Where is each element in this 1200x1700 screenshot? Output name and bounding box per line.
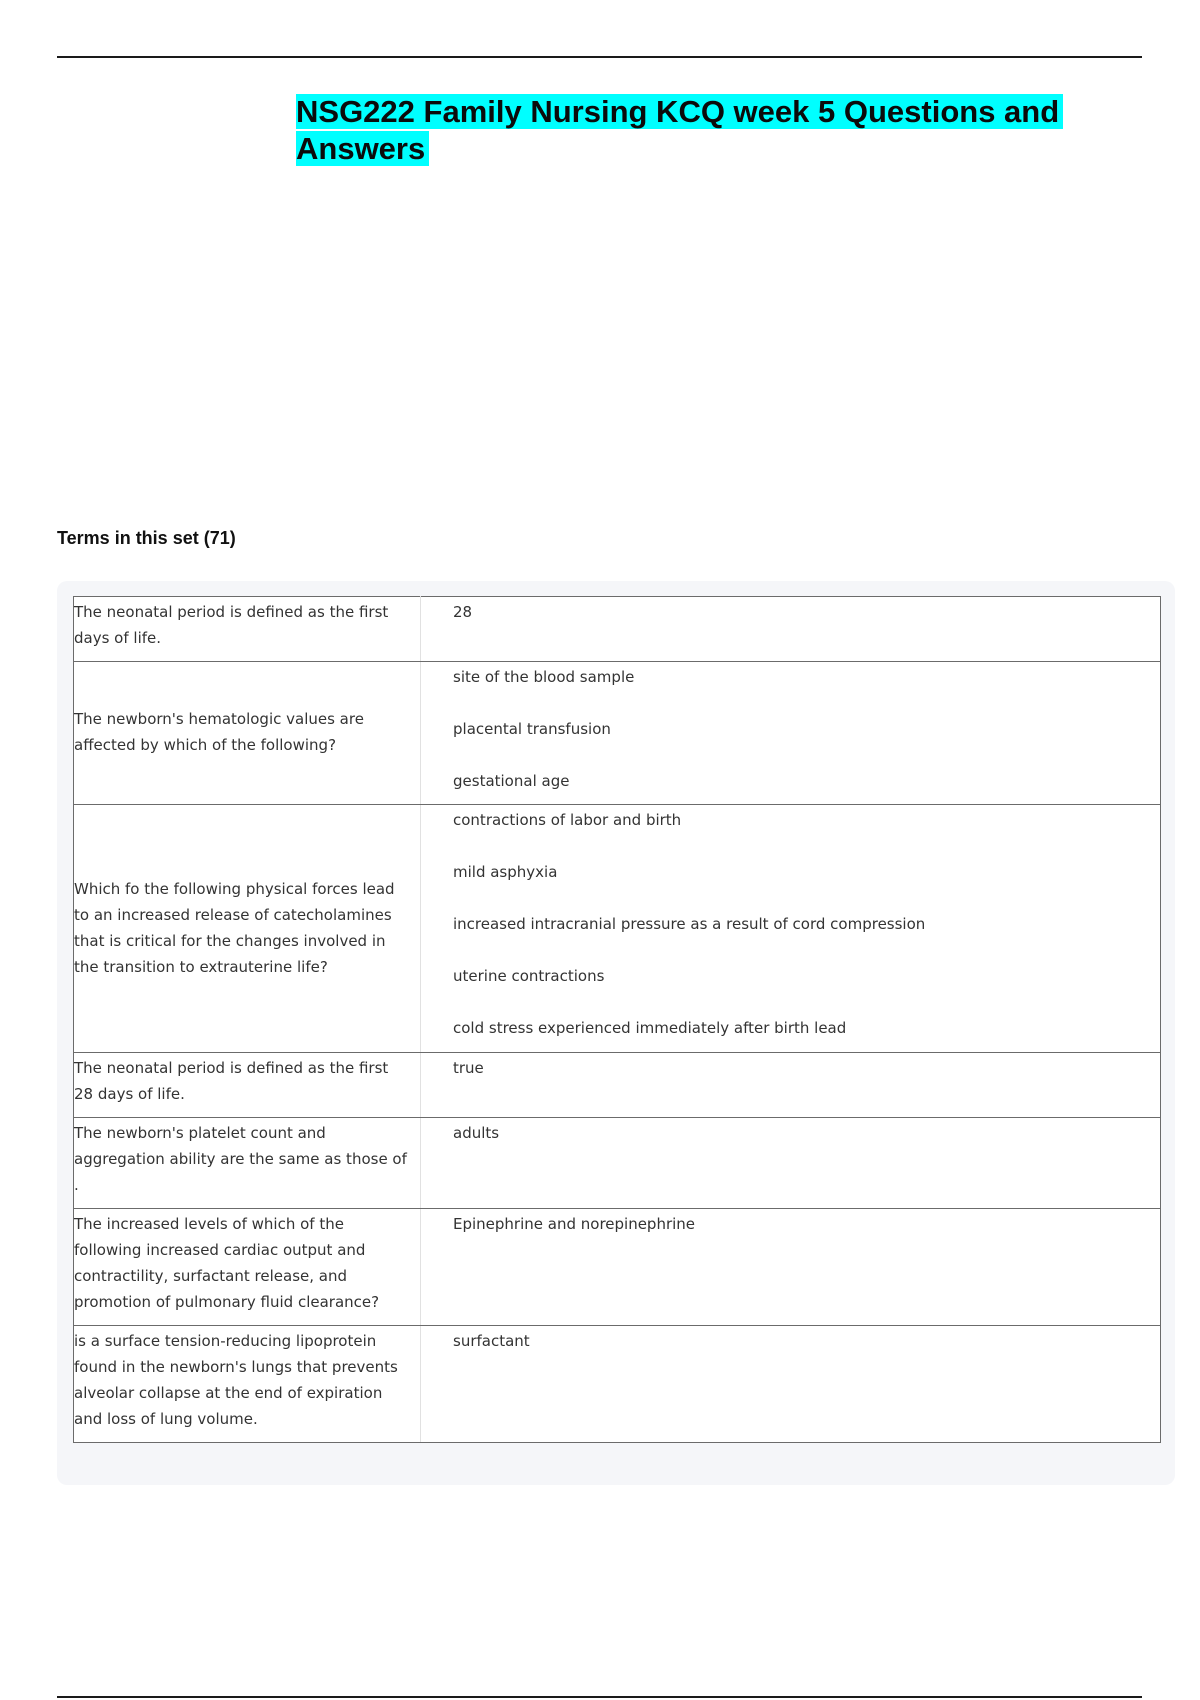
table-row [74, 1326, 1161, 1443]
term-question: The neonatal period is defined as the first 28 days of life. [74, 1053, 421, 1118]
table-row [74, 1053, 1161, 1118]
table-row [74, 662, 1161, 805]
answer-line: uterine contractions [453, 967, 605, 985]
answer-line: 28 [453, 603, 473, 621]
term-question: is a surface tension-reducing lipoprotein found in the newborn's lungs that prevents alveolar collapse at the end of expiration and loss of lung volume. [74, 1326, 421, 1443]
term-answer [421, 1053, 1161, 1118]
term-question: The newborn's hematologic values are affected by which of the following? [74, 662, 421, 805]
terms-count-heading: Terms in this set (71) [57, 528, 236, 548]
table-row [74, 1118, 1161, 1209]
answer-line: surfactant [453, 1332, 530, 1350]
answer-line: Epinephrine and norepinephrine [453, 1215, 696, 1233]
answer-line: mild asphyxia [453, 863, 558, 881]
bottom-rule [57, 1696, 1142, 1698]
answer-line: site of the blood sample [453, 668, 635, 686]
table-row [74, 597, 1161, 662]
answer-line: adults [453, 1124, 500, 1142]
term-answer [421, 1326, 1161, 1443]
document-title [296, 93, 1086, 167]
top-rule [57, 56, 1142, 58]
title-block [296, 93, 1086, 167]
term-question: The newborn's platelet count and aggregation ability are the same as those of . [74, 1118, 421, 1209]
answer-line: increased intracranial pressure as a result of cord compression [453, 915, 926, 933]
answer-line: contractions of labor and birth [453, 811, 682, 829]
table-row [74, 1209, 1161, 1326]
term-answer [421, 805, 1161, 1053]
table-row [74, 805, 1161, 1053]
title-highlight: NSG222 Family Nursing KCQ week 5 Questions and Answers [296, 94, 1063, 166]
term-answer [421, 662, 1161, 805]
answer-line: gestational age [453, 772, 570, 790]
term-answer [421, 1209, 1161, 1326]
answer-line: placental transfusion [453, 720, 611, 738]
term-question: The increased levels of which of the following increased cardiac output and contractility, surfactant release, and promotion of pulmonary fluid clearance? [74, 1209, 421, 1326]
term-answer [421, 597, 1161, 662]
answer-line: true [453, 1059, 484, 1077]
terms-table [73, 596, 1161, 1443]
answer-line: cold stress experienced immediately after birth lead [453, 1019, 847, 1037]
term-question: The neonatal period is defined as the first days of life. [74, 597, 421, 662]
term-answer [421, 1118, 1161, 1209]
term-question: Which fo the following physical forces lead to an increased release of catecholamines that is critical for the changes involved in the transition to extrauterine life? [74, 805, 421, 1053]
